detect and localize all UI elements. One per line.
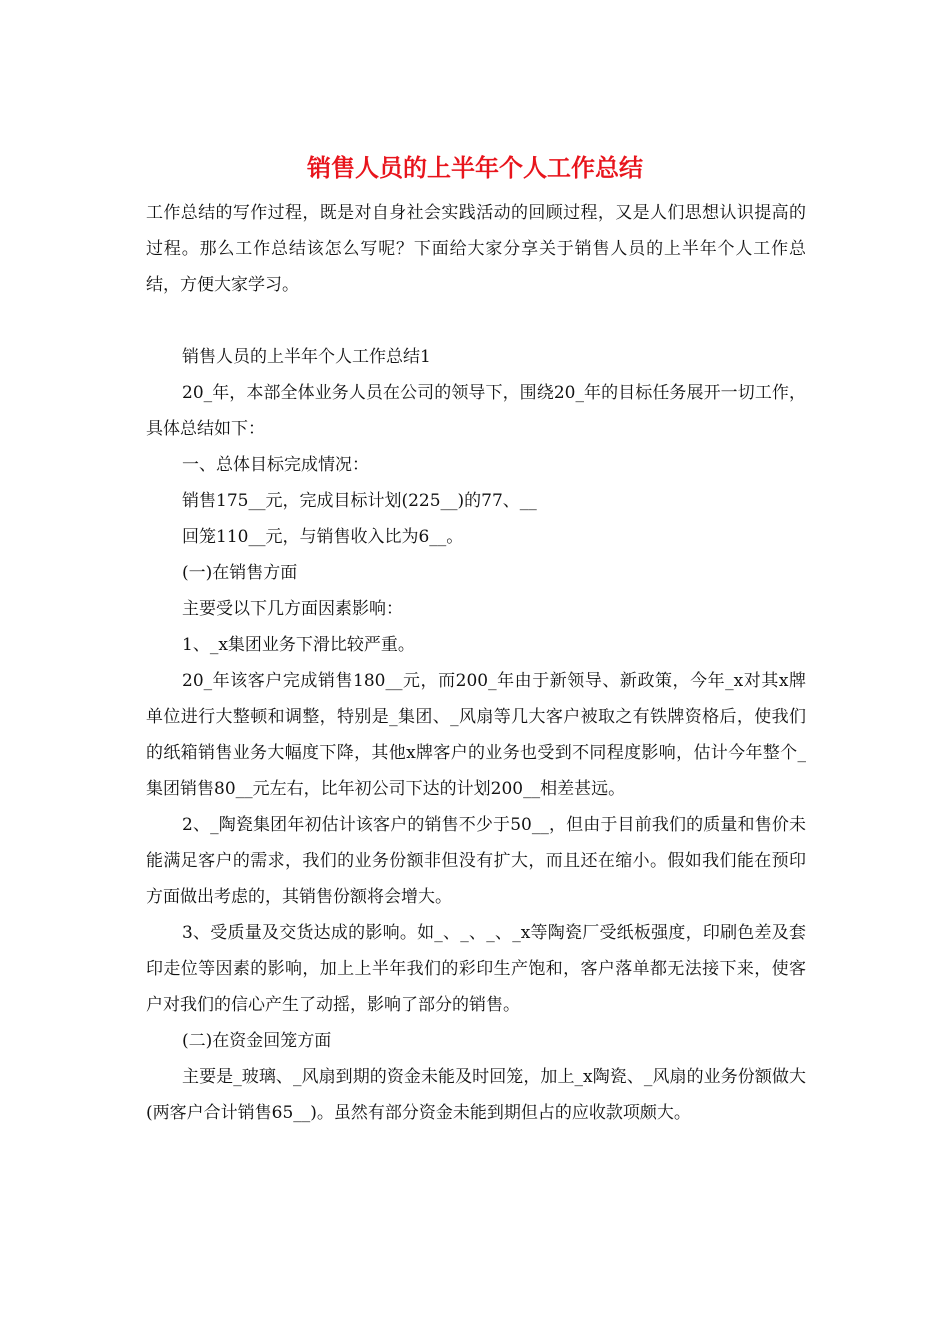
intro-paragraph: 工作总结的写作过程，既是对自身社会实践活动的回顾过程，又是人们思想认识提高的过程。那么工作总结该怎么写呢？下面给大家分享关于销售人员的上半年个人工作总结，方便大家学习。 [146,203,806,295]
body-paragraph: 20_年该客户完成销售180__元，而200_年由于新领导、新政策，今年_x对其x牌单位进行大整顿和调整，特别是_集团、_风扇等几大客户被取之有铁牌资格后，使我们的纸箱销售业务大幅度下降，其他x牌客户的业务也受到不同程度影响，估计今年整个_集团销售80__元左右，比年初公司下达的计划200__相差甚远。 [146,671,806,799]
body-paragraph: 主要受以下几方面因素影响： [182,599,403,619]
document-body [146,195,806,1131]
body-paragraph: 主要是_玻璃、_风扇到期的资金未能及时回笼，加上_x陶瓷、_风扇的业务份额做大(两客户合计销售65__)。虽然有部分资金未能到期但占的应收款项颇大。 [146,1067,806,1123]
section-heading: 销售人员的上半年个人工作总结1 [182,347,431,367]
body-paragraph: (二)在资金回笼方面 [182,1031,332,1051]
paragraph-gap [146,303,806,339]
body-paragraph: 销售175__元，完成目标计划(225__)的77、__ [182,491,537,511]
body-paragraph: 2、_陶瓷集团年初估计该客户的销售不少于50__，但由于目前我们的质量和售价未能满足客户的需求，我们的业务份额非但没有扩大，而且还在缩小。假如我们能在预印方面做出考虑的，其销售份额将会增大。 [146,815,806,907]
body-paragraph: 回笼110__元，与销售收入比为6__。 [182,527,464,547]
body-paragraph: 3、受质量及交货达成的影响。如_、_、_、_x等陶瓷厂受纸板强度，印刷色差及套印走位等因素的影响，加上上半年我们的彩印生产饱和，客户落单都无法接下来，使客户对我们的信心产生了动摇，影响了部分的销售。 [146,923,806,1015]
body-paragraph: 一、总体目标完成情况： [182,455,369,475]
document-title: 销售人员的上半年个人工作总结 [307,153,643,182]
body-paragraph: (一)在销售方面 [182,563,298,583]
body-paragraph: 1、_x集团业务下滑比较严重。 [182,635,415,655]
body-paragraph: 20_年，本部全体业务人员在公司的领导下，围绕20_年的目标任务展开一切工作，具体总结如下： [146,383,806,439]
